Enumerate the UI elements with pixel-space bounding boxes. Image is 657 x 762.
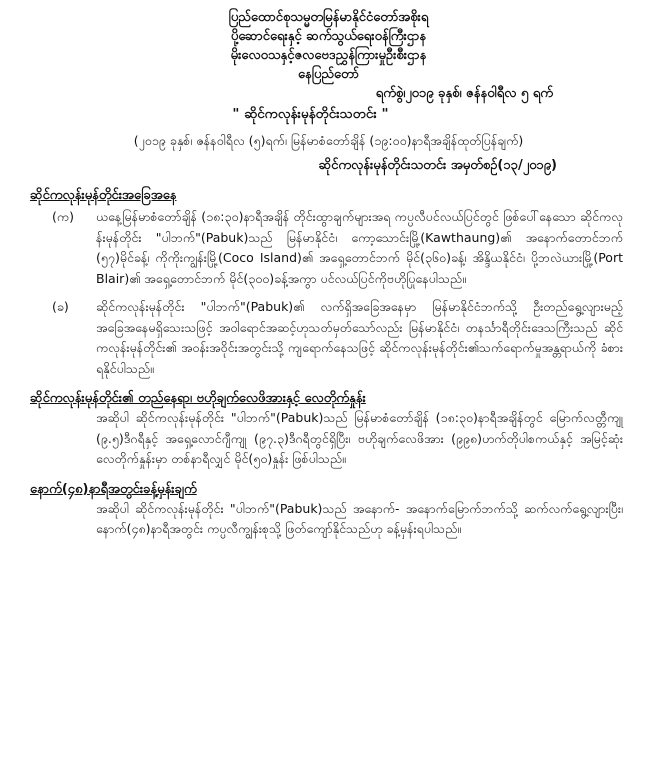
item-marker: (က) — [52, 209, 74, 224]
section-heading: နောက်(၄၈)နာရီအတွင်းခန့်မှန်းချက် — [30, 481, 197, 497]
document-title: " ဆိုင်ကလုန်းမုန်တိုင်းသတင်း " — [232, 106, 389, 122]
item-text: ဆိုင်ကလုန်းမုန်တိုင်း "ပါဘက်"(Pabuk)၏ လက်ရှိအခြေအနေမှာ မြန်မာနိုင်ငံဘက်သို့ ဦးတည်ရွေ့လျားမည့် အခြေအနေမရှိသေးသဖြင့် အဝါရောင်အဆင့်ဟုသတ်မှတ်သော်လည်း မြန်မာနိုင်ငံ၊ တနင်္သာရီတိုင်းဒေသကြီးသည် ဆိုင်ကလုန်းမုန်တိုင်း၏ အဝန်းအဝိုင်းအတွင်းသို့ ကျရောက်နေသဖြင့် ဆိုင်ကလုန်းမုန်တိုင်း၏သက်ရောက်မှုအန္တရာယ်ကို ခံစားရနိုင်ပါသည်။ — [96, 299, 623, 376]
section-paragraph: အဆိုပါ ဆိုင်ကလုန်းမုန်တိုင်း "ပါဘက်"(Pabuk)သည် မြန်မာစံတော်ချိန် (၁၈:၃၀)နာရီအချိန်တွင် မြောက်လတ္တီကျု (၉.၅)ဒီဂရီနှင့် အရှေ့လောင်ဂျီကျု (၉၇.၃)ဒီဂရီတွင်ရှိပြီး၊ ဗဟိုချက်လေဖိအား (၉၉၈)ဟက်တိုပါစကယ်နှင့် အမြင့်ဆုံးလေတိုက်နှုန်းမှာ တစ်နာရီလျှင် မိုင်(၅၀)နှုန်း ဖြစ်ပါသည်။ — [96, 410, 623, 466]
issue-date: ရက်စွဲ၊၂၀၁၉ ခုနှစ်၊ ဇန်နဝါရီလ ၅ ရက် — [375, 86, 553, 101]
section-heading: ဆိုင်ကလုန်းမုန်တိုင်း၏ တည်နေရာ၊ ဗဟိုချက်လေဖိအားနှင့် လေတိုက်နှုန်း — [30, 391, 366, 406]
letterhead — [30, 8, 627, 84]
list-item — [30, 207, 627, 289]
department-name: မိုးလေဝသနှင့်ဇလဗေဒညွှန်ကြားမှုဦးစီးဌာန — [230, 48, 427, 63]
city-name: နေပြည်တော် — [297, 67, 359, 82]
issued-time: (၂၀၁၉ ခုနှစ်၊ ဇန်နဝါရီလ (၅)ရက်၊ မြန်မာစံတော်ချိန် (၁၉:၀၀)နာရီအချိန်ထုတ်ပြန်ချက်) — [133, 133, 524, 148]
bulletin-number: ဆိုင်ကလုန်းမုန်တိုင်းသတင်း အမှတ်စဉ်(၁၃/၂၀၁၉) — [318, 158, 557, 173]
item-text: ယနေ့မြန်မာစံတော်ချိန် (၁၈:၃၀)နာရီအချိန် တိုင်းထွာချက်များအရ ကပ္ပလီပင်လယ်ပြင်တွင် ဖြစ်ပေါ်နေသော ဆိုင်ကလုန်းမုန်တိုင်း "ပါဘက်"(Pabuk)သည် မြန်မာနိုင်ငံ၊ ကော့သောင်းမြို့(Kawthaung)၏ အနောက်တောင်ဘက် (၅၇)မိုင်ခန့်၊ ကိုကိုးကျွန်းမြို့(Coco Island)၏ အရှေ့တောင်ဘက် မိုင်(၃၆၀)ခန့်၊ အိန္ဒိယနိုင်ငံ၊ ပို့ဘလဲယားမြို့(Port Blair)၏ အရှေ့တောင်ဘက် မိုင်(၃၀၀)ခန့်အကွာ ပင်လယ်ပြင်ကိုဗဟိုပြုနေပါသည်။ — [96, 209, 623, 286]
section-forecast — [30, 480, 627, 540]
section-heading: ဆိုင်ကလုန်းမုန်တိုင်းအခြေအနေ — [30, 188, 177, 203]
item-marker: (ခ) — [52, 299, 69, 314]
list-item — [30, 297, 627, 379]
section-location — [30, 389, 627, 470]
ministry-name: ပို့ဆောင်ရေးနှင့် ဆက်သွယ်ရေးဝန်ကြီးဌာန — [230, 29, 427, 44]
section-status — [30, 186, 627, 379]
section-paragraph: အဆိုပါ ဆိုင်ကလုန်းမုန်တိုင်း "ပါဘက်"(Pabuk)သည် အနောက်- အနောက်မြောက်ဘက်သို့ ဆက်လက်ရွေ့လျားပြီး၊ နောက်(၄၈)နာရီအတွင်း ကပ္ပလီကျွန်းစုသို့ ဖြတ်ကျော်နိုင်သည်ဟု ခန့်မှန်းရပါသည်။ — [96, 500, 623, 536]
govt-name: ပြည်ထောင်စုသမ္မတမြန်မာနိုင်ငံတော်အစိုးရ — [228, 10, 429, 25]
